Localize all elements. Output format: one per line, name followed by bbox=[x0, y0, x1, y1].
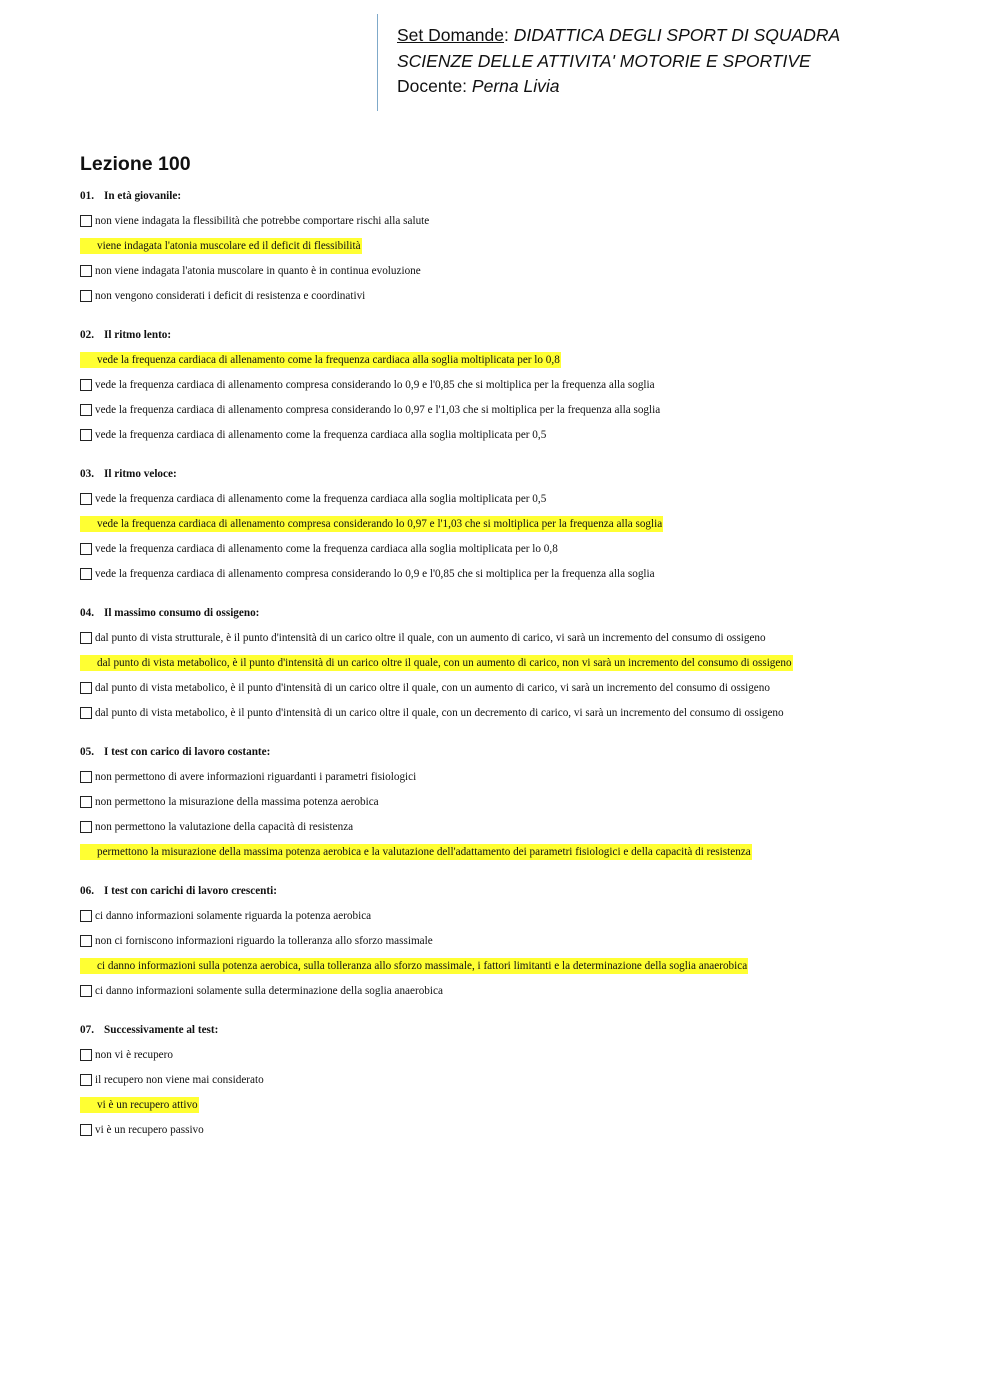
answer-wrapper bbox=[80, 290, 365, 302]
checkbox[interactable] bbox=[80, 707, 92, 719]
question bbox=[80, 187, 960, 312]
answer-text: ci danno informazioni sulla potenza aerobica, sulla tolleranza allo sforzo massimale, i fattori limitanti e la determinazione della soglia anaerobica bbox=[97, 960, 748, 972]
question bbox=[80, 882, 960, 1007]
degree-name: SCIENZE DELLE ATTIVITA' MOTORIE E SPORTIVE bbox=[397, 50, 811, 71]
checkbox[interactable] bbox=[80, 910, 92, 922]
question-number: 05. bbox=[80, 746, 94, 758]
question bbox=[80, 1021, 960, 1146]
question-heading bbox=[80, 465, 960, 483]
answer-option[interactable] bbox=[80, 629, 960, 654]
answer-option-correct[interactable] bbox=[80, 351, 960, 376]
checkbox[interactable] bbox=[80, 352, 94, 366]
answer-wrapper bbox=[80, 493, 546, 505]
answer-option-correct[interactable] bbox=[80, 957, 960, 982]
answer-text: vede la frequenza cardiaca di allenamento come la frequenza cardiaca alla soglia moltiplicata per lo 0,8 bbox=[97, 354, 560, 366]
answer-wrapper bbox=[80, 1049, 173, 1061]
checkbox[interactable] bbox=[80, 404, 92, 416]
checkbox[interactable] bbox=[80, 379, 92, 391]
question-number: 06. bbox=[80, 885, 94, 897]
answer-text: non ci forniscono informazioni riguardo la tolleranza allo sforzo massimale bbox=[95, 935, 433, 947]
answer-text: non permettono la valutazione della capacità di resistenza bbox=[95, 821, 354, 833]
question-text: Successivamente al test: bbox=[104, 1024, 219, 1036]
question-text: Il ritmo lento: bbox=[104, 329, 172, 341]
answer-wrapper bbox=[80, 632, 766, 644]
answer-wrapper bbox=[80, 655, 793, 671]
answer-text: vede la frequenza cardiaca di allenamento compresa considerando lo 0,97 e l'1,03 che si moltiplica per la frequenza alla soglia bbox=[97, 518, 663, 530]
answer-option[interactable] bbox=[80, 793, 960, 818]
answer-wrapper bbox=[80, 404, 660, 416]
checkbox[interactable] bbox=[80, 493, 92, 505]
answer-option[interactable] bbox=[80, 401, 960, 426]
answer-text: non permettono la misurazione della massima potenza aerobica bbox=[95, 796, 379, 808]
answer-option[interactable] bbox=[80, 932, 960, 957]
answer-option[interactable] bbox=[80, 287, 960, 312]
checkbox[interactable] bbox=[80, 290, 92, 302]
course-name: DIDATTICA DEGLI SPORT DI SQUADRA bbox=[513, 25, 841, 45]
answer-text: non vengono considerati i deficit di resistenza e coordinativi bbox=[95, 290, 366, 302]
answer-option[interactable] bbox=[80, 565, 960, 590]
answer-wrapper bbox=[80, 985, 443, 997]
answer-wrapper bbox=[80, 844, 752, 860]
answer-text: non viene indagata la flessibilità che potrebbe comportare rischi alla salute bbox=[95, 215, 430, 227]
answer-wrapper bbox=[80, 215, 429, 227]
question-text: I test con carico di lavoro costante: bbox=[104, 746, 271, 758]
checkbox[interactable] bbox=[80, 568, 92, 580]
question bbox=[80, 465, 960, 590]
answer-text: vede la frequenza cardiaca di allenamento compresa considerando lo 0,97 e l'1,03 che si moltiplica per la frequenza alla soglia bbox=[95, 404, 661, 416]
answer-wrapper bbox=[80, 910, 371, 922]
checkbox[interactable] bbox=[80, 682, 92, 694]
checkbox[interactable] bbox=[80, 821, 92, 833]
answer-text: dal punto di vista metabolico, è il punto d'intensità di un carico oltre il quale, con un aumento di carico, non vi sarà un incremento del consumo di ossigeno bbox=[97, 657, 792, 669]
question-number: 07. bbox=[80, 1024, 94, 1036]
checkbox[interactable] bbox=[80, 655, 94, 669]
checkbox[interactable] bbox=[80, 238, 94, 252]
answer-option[interactable] bbox=[80, 490, 960, 515]
answer-text: vede la frequenza cardiaca di allenamento come la frequenza cardiaca alla soglia moltiplicata per 0,5 bbox=[95, 429, 547, 441]
question-number: 03. bbox=[80, 468, 94, 480]
answer-text: permettono la misurazione della massima potenza aerobica e la valutazione dell'adattamento dei parametri fisiologici e della capacità di resistenza bbox=[97, 846, 751, 858]
question-heading bbox=[80, 187, 960, 205]
question bbox=[80, 326, 960, 451]
answer-wrapper bbox=[80, 1074, 264, 1086]
answer-wrapper bbox=[80, 352, 561, 368]
answer-wrapper bbox=[80, 429, 546, 441]
question-heading bbox=[80, 743, 960, 761]
answer-wrapper bbox=[80, 682, 770, 694]
answer-wrapper bbox=[80, 958, 748, 974]
question-text: Il massimo consumo di ossigeno: bbox=[104, 607, 260, 619]
answer-option[interactable] bbox=[80, 907, 960, 932]
answer-option[interactable] bbox=[80, 982, 960, 1007]
answer-option[interactable] bbox=[80, 540, 960, 565]
answer-text: ci danno informazioni solamente sulla determinazione della soglia anaerobica bbox=[95, 985, 443, 997]
question-text: I test con carichi di lavoro crescenti: bbox=[104, 885, 277, 897]
degree-line bbox=[397, 49, 840, 75]
answer-option[interactable] bbox=[80, 1121, 960, 1146]
question-number: 02. bbox=[80, 329, 94, 341]
checkbox[interactable] bbox=[80, 1097, 94, 1111]
answer-wrapper bbox=[80, 796, 379, 808]
checkbox[interactable] bbox=[80, 543, 92, 555]
question-number: 04. bbox=[80, 607, 94, 619]
question bbox=[80, 743, 960, 868]
answer-text: vede la frequenza cardiaca di allenamento come la frequenza cardiaca alla soglia moltiplicata per 0,5 bbox=[95, 493, 547, 505]
question-heading bbox=[80, 604, 960, 622]
teacher-name: Perna Livia bbox=[471, 76, 560, 96]
teacher-label: Docente: bbox=[397, 76, 468, 96]
answer-text: vede la frequenza cardiaca di allenamento compresa considerando lo 0,9 e l'0,85 che si moltiplica per la frequenza alla soglia bbox=[95, 379, 655, 391]
answer-text: non viene indagata l'atonia muscolare in quanto è in continua evoluzione bbox=[95, 265, 421, 277]
checkbox[interactable] bbox=[80, 935, 92, 947]
answer-option[interactable] bbox=[80, 376, 960, 401]
question-heading bbox=[80, 1021, 960, 1039]
document-header bbox=[377, 14, 840, 111]
answer-text: vi è un recupero passivo bbox=[95, 1124, 204, 1136]
answer-wrapper bbox=[80, 935, 433, 947]
checkbox[interactable] bbox=[80, 985, 92, 997]
answer-option[interactable] bbox=[80, 426, 960, 451]
checkbox[interactable] bbox=[80, 516, 94, 530]
answer-wrapper bbox=[80, 771, 416, 783]
checkbox[interactable] bbox=[80, 771, 92, 783]
checkbox[interactable] bbox=[80, 1049, 92, 1061]
answer-option-correct[interactable] bbox=[80, 1096, 960, 1121]
answer-text: vi è un recupero attivo bbox=[97, 1099, 198, 1111]
answer-text: non permettono di avere informazioni riguardanti i parametri fisiologici bbox=[95, 771, 417, 783]
checkbox[interactable] bbox=[80, 265, 92, 277]
checkbox[interactable] bbox=[80, 1124, 92, 1136]
set-line bbox=[397, 23, 840, 49]
answer-wrapper bbox=[80, 568, 655, 580]
answer-option-correct[interactable] bbox=[80, 654, 960, 679]
answer-option[interactable] bbox=[80, 679, 960, 704]
answer-option[interactable] bbox=[80, 1046, 960, 1071]
answer-text: non vi è recupero bbox=[95, 1049, 173, 1061]
answer-text: dal punto di vista metabolico, è il punto d'intensità di un carico oltre il quale, con un decremento di carico, vi sarà un incremento del consumo di ossigeno bbox=[95, 707, 784, 719]
answer-text: dal punto di vista strutturale, è il punto d'intensità di un carico oltre il quale, con un aumento di carico, vi sarà un incremento del consumo di ossigeno bbox=[95, 632, 766, 644]
answer-option[interactable] bbox=[80, 768, 960, 793]
answer-option[interactable] bbox=[80, 1071, 960, 1096]
answer-option-correct[interactable] bbox=[80, 237, 960, 262]
answer-wrapper bbox=[80, 516, 663, 532]
checkbox[interactable] bbox=[80, 958, 94, 972]
question-number: 01. bbox=[80, 190, 94, 202]
answer-text: vede la frequenza cardiaca di allenamento compresa considerando lo 0,9 e l'0,85 che si moltiplica per la frequenza alla soglia bbox=[95, 568, 655, 580]
question-heading bbox=[80, 882, 960, 900]
answer-wrapper bbox=[80, 238, 362, 254]
answer-option[interactable] bbox=[80, 818, 960, 843]
checkbox[interactable] bbox=[80, 632, 92, 644]
teacher-line bbox=[397, 74, 840, 100]
answer-wrapper bbox=[80, 1124, 204, 1136]
answer-text: viene indagata l'atonia muscolare ed il deficit di flessibilità bbox=[97, 240, 361, 252]
answer-wrapper bbox=[80, 543, 558, 555]
answer-text: dal punto di vista metabolico, è il punto d'intensità di un carico oltre il quale, con un aumento di carico, vi sarà un incremento del consumo di ossigeno bbox=[95, 682, 770, 694]
answer-wrapper bbox=[80, 707, 784, 719]
question-text: Il ritmo veloce: bbox=[104, 468, 177, 480]
answer-option-correct[interactable] bbox=[80, 515, 960, 540]
answer-option[interactable] bbox=[80, 262, 960, 287]
answer-wrapper bbox=[80, 821, 353, 833]
checkbox[interactable] bbox=[80, 429, 92, 441]
answer-wrapper bbox=[80, 379, 655, 391]
set-colon: : bbox=[504, 25, 509, 45]
answer-wrapper bbox=[80, 265, 421, 277]
question-list bbox=[80, 187, 960, 1160]
lesson-title: Lezione 100 bbox=[80, 153, 191, 175]
checkbox[interactable] bbox=[80, 844, 94, 858]
answer-option[interactable] bbox=[80, 212, 960, 237]
question-heading bbox=[80, 326, 960, 344]
question bbox=[80, 604, 960, 729]
answer-text: vede la frequenza cardiaca di allenamento come la frequenza cardiaca alla soglia moltiplicata per lo 0,8 bbox=[95, 543, 558, 555]
answer-option[interactable] bbox=[80, 704, 960, 729]
checkbox[interactable] bbox=[80, 1074, 92, 1086]
answer-option-correct[interactable] bbox=[80, 843, 960, 868]
set-label: Set Domande bbox=[397, 25, 505, 45]
question-text: In età giovanile: bbox=[104, 190, 182, 202]
checkbox[interactable] bbox=[80, 215, 92, 227]
answer-text: ci danno informazioni solamente riguarda la potenza aerobica bbox=[95, 910, 372, 922]
checkbox[interactable] bbox=[80, 796, 92, 808]
answer-wrapper bbox=[80, 1097, 199, 1113]
answer-text: il recupero non viene mai considerato bbox=[95, 1074, 264, 1086]
